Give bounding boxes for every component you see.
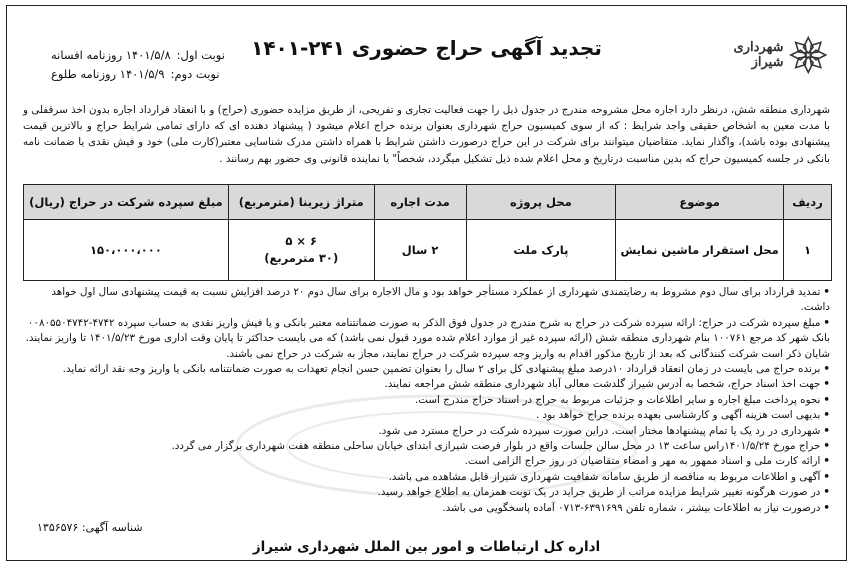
publish-dates bbox=[51, 46, 225, 84]
auction-table bbox=[23, 184, 832, 281]
list-item: •در صورت هرگونه تغییر شرایط مزایده مراتب از طریق جراید در یک نوبت همزمان به اطلاع خواهد رسید. bbox=[377, 486, 830, 499]
intro-paragraph: شهرداری منطقه شش، درنظر دارد اجاره محل مشروحه مندرج در جدول ذیل را جهت فعالیت تجاری و تفریحی، از طریق مزایده حضوری (حراج) و با انعقاد قرارداد اجاره بدون اخذ سرقفلی و با مدت معین به اشخاص حقیقی واجد شرایط : که از سوی کمیسیون حراج شهرداری بعنوان برنده حراج اعلام میشود ( پیشنهاد دهنده ای که دارای تمامی شرایط حراج و بالاترین قیمت پیشنهادی بوده باشد)، واگذار نماید. متقاضیان میتوانند برای شرکت در این حراج درصورت داشتن شرایط با همراه داشتن مدرک شناسایی معتبر(کارت ملی) خود و فیش نقدی یا ضمانت نامه بانکی در جلسه کمیسیون حراج که بدین مناسبت درتاریخ و محل اعلام شده ذیل تشکیل میگردد، شخصاً" یا نماینده قانونی وی حضور بهم رسانند . bbox=[23, 104, 830, 165]
header-subject: موضوع bbox=[616, 185, 784, 220]
list-item: •برنده حراج می بایست در زمان انعقاد قرارداد ۱۰درصد مبلغ پیشنهادی کل برای ۲ سال را بعنوان تضمین حسن انجام تعهدات به صورت ضمانتنامه بانکی یا واریز وجه نقد ارائه نماید. bbox=[62, 363, 830, 376]
logo-text: شهرداری شیراز bbox=[733, 40, 784, 70]
list-item: •شهرداری در رد یک یا تمام پیشنهادها مختار است. دراین صورت سپرده شرکت در حراج مسترد می شود. bbox=[378, 424, 830, 437]
page-title: تجدید آگهی حراج حضوری ۲۴۱-۱۴۰۱ bbox=[251, 36, 602, 60]
advertisement-page bbox=[6, 5, 847, 561]
table-header-row bbox=[24, 185, 832, 220]
cell-duration: ۲ سال bbox=[374, 220, 466, 281]
publish-second-label: نوبت دوم: bbox=[170, 67, 220, 81]
cell-row-number: ۱ bbox=[784, 220, 832, 281]
list-item: •جهت اخذ اسناد حراج، شخصا به آدرس شیراز گلدشت معالی آباد شهرداری منطقه شش مراجعه نمایند. bbox=[384, 378, 830, 391]
publish-second-row bbox=[51, 65, 225, 84]
cell-area-total: (۳۰ مترمربع) bbox=[264, 251, 339, 265]
list-item: •درصورت نیاز به اطلاعات بیشتر ، شماره تلفن ۶۳۹۱۶۹۹-۰۷۱۳ آماده پاسخگویی می باشد. bbox=[442, 501, 830, 514]
footer-signature: اداره کل ارتباطات و امور بین الملل شهرداری شیراز bbox=[252, 539, 601, 555]
publish-first-label: نوبت اول: bbox=[176, 48, 225, 62]
header-duration: مدت اجاره bbox=[374, 185, 466, 220]
publish-second-value: ۱۴۰۱/۵/۹ روزنامه طلوع bbox=[51, 67, 165, 81]
publish-first-value: ۱۴۰۱/۵/۸ روزنامه افسانه bbox=[51, 48, 171, 62]
list-item: •حراج مورخ ۱۴۰۱/۵/۲۴راس ساعت ۱۳ در محل سالن جلسات واقع در بلوار فرصت شیرازی ابتدای خیابان ساحلی منطقه هفت شهرداری برگزار می گردد. bbox=[171, 440, 830, 453]
list-item: •مبلغ سپرده شرکت در حراج: ارائه سپرده شرکت در حراج به شرح مندرج در جدول فوق الذکر به صورت ضمانتنامه معتبر بانکی و یا فیش واریز نقدی به حساب سپرده ۴۷۴۲-۰۰۸۰۵۵۰۴۷۴۲ بانک شهر کد مرجع ۱۰۰۷۶۱ بنام شهرداری منطقه شش (ارائه سپرده غیر از موارد اعلام شده مورد قبول نمی باشد) که می بایست حداکثر تا پایان وقت اداری مورخ ۱۴۰۱/۵/۲۳ تا واریز نمایند. شایان ذکر است شرکت کنندگانی که بعد از تاریخ مذکور اقدام به واریز وجه سپرده شرکت در حراج نمایند، مجاز به شرکت در حراج نمی باشند. bbox=[25, 316, 830, 360]
header bbox=[7, 6, 846, 98]
conditions-list bbox=[23, 285, 830, 516]
cell-subject: محل استقرار ماشین نمایش bbox=[616, 220, 784, 281]
cell-location: پارک ملت bbox=[466, 220, 616, 281]
table-row bbox=[24, 220, 832, 281]
cell-deposit: ۱۵۰،۰۰۰،۰۰۰ bbox=[24, 220, 229, 281]
header-row-number: ردیف bbox=[784, 185, 832, 220]
header-deposit: مبلغ سپرده شرکت در حراج (ریال) bbox=[24, 185, 229, 220]
list-item: •بدیهی است هزینه آگهی و کارشناسی بعهده برنده حراج خواهد بود . bbox=[536, 409, 830, 422]
header-area: متراژ زیربنا (مترمربع) bbox=[228, 185, 374, 220]
cell-area bbox=[228, 220, 374, 281]
list-item: •نحوه پرداخت مبلغ اجاره و سایر اطلاعات و جزئیات مربوط به حراج در اسناد حراج مندرج است. bbox=[415, 393, 830, 406]
list-item: •ارائه کارت ملی و اسناد ممهور به مهر و امضاء متقاضیان در روز حراج الزامی است. bbox=[464, 455, 830, 468]
publish-first-row bbox=[51, 46, 225, 65]
list-item: •آگهی و اطلاعات مربوط به مناقصه از طریق سامانه شفافیت شهرداری شیراز قابل مشاهده می باشد. bbox=[388, 470, 830, 483]
ad-id: شناسه آگهی: ۱۳۵۶۵۷۶ bbox=[37, 521, 143, 534]
header-location: محل پروژه bbox=[466, 185, 616, 220]
list-item: •تمدید قرارداد برای سال دوم مشروط به رضایتمندی شهرداری از عملکرد مستأجر خواهد بود و مال الاجاره برای سال دوم ۲۰ درصد افزایش نسبت به قیمت پیشنهادی سال اول خواهد داشت. bbox=[51, 286, 830, 314]
cell-area-dimensions: ۶ × ۵ bbox=[285, 234, 318, 248]
